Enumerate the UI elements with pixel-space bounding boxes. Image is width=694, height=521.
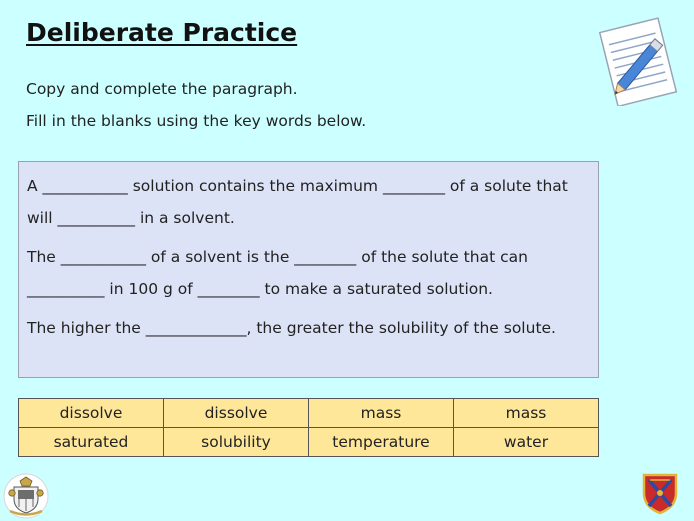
- key-word-cell: dissolve: [19, 399, 164, 428]
- notepad-pencil-icon: [598, 14, 680, 106]
- paragraph-sentence-3: The higher the _____________, the greater the solubility of the solute.: [27, 319, 556, 337]
- slide-title: Deliberate Practice: [26, 18, 298, 47]
- key-word-cell: mass: [309, 399, 454, 428]
- key-words-table: [18, 398, 599, 457]
- paragraph-box: [18, 161, 599, 378]
- key-words-row: [19, 428, 599, 457]
- paragraph-sentence-1: A ___________ solution contains the maximum ________ of a solute that will __________ in a solvent.: [27, 177, 568, 227]
- paragraph-sentence-2: The ___________ of a solvent is the ________ of the solute that can __________ in 100 g of ________ to make a saturated solution.: [27, 248, 528, 298]
- school-shield-logo: [640, 471, 680, 515]
- key-word-cell: dissolve: [164, 399, 309, 428]
- key-word-cell: saturated: [19, 428, 164, 457]
- key-word-cell: temperature: [309, 428, 454, 457]
- key-words-row: [19, 399, 599, 428]
- key-word-cell: mass: [454, 399, 599, 428]
- instruction-copy: Copy and complete the paragraph.: [26, 80, 298, 98]
- instruction-fill: Fill in the blanks using the key words below.: [26, 112, 367, 130]
- key-word-cell: solubility: [164, 428, 309, 457]
- key-word-cell: water: [454, 428, 599, 457]
- school-crest-logo: [2, 473, 50, 519]
